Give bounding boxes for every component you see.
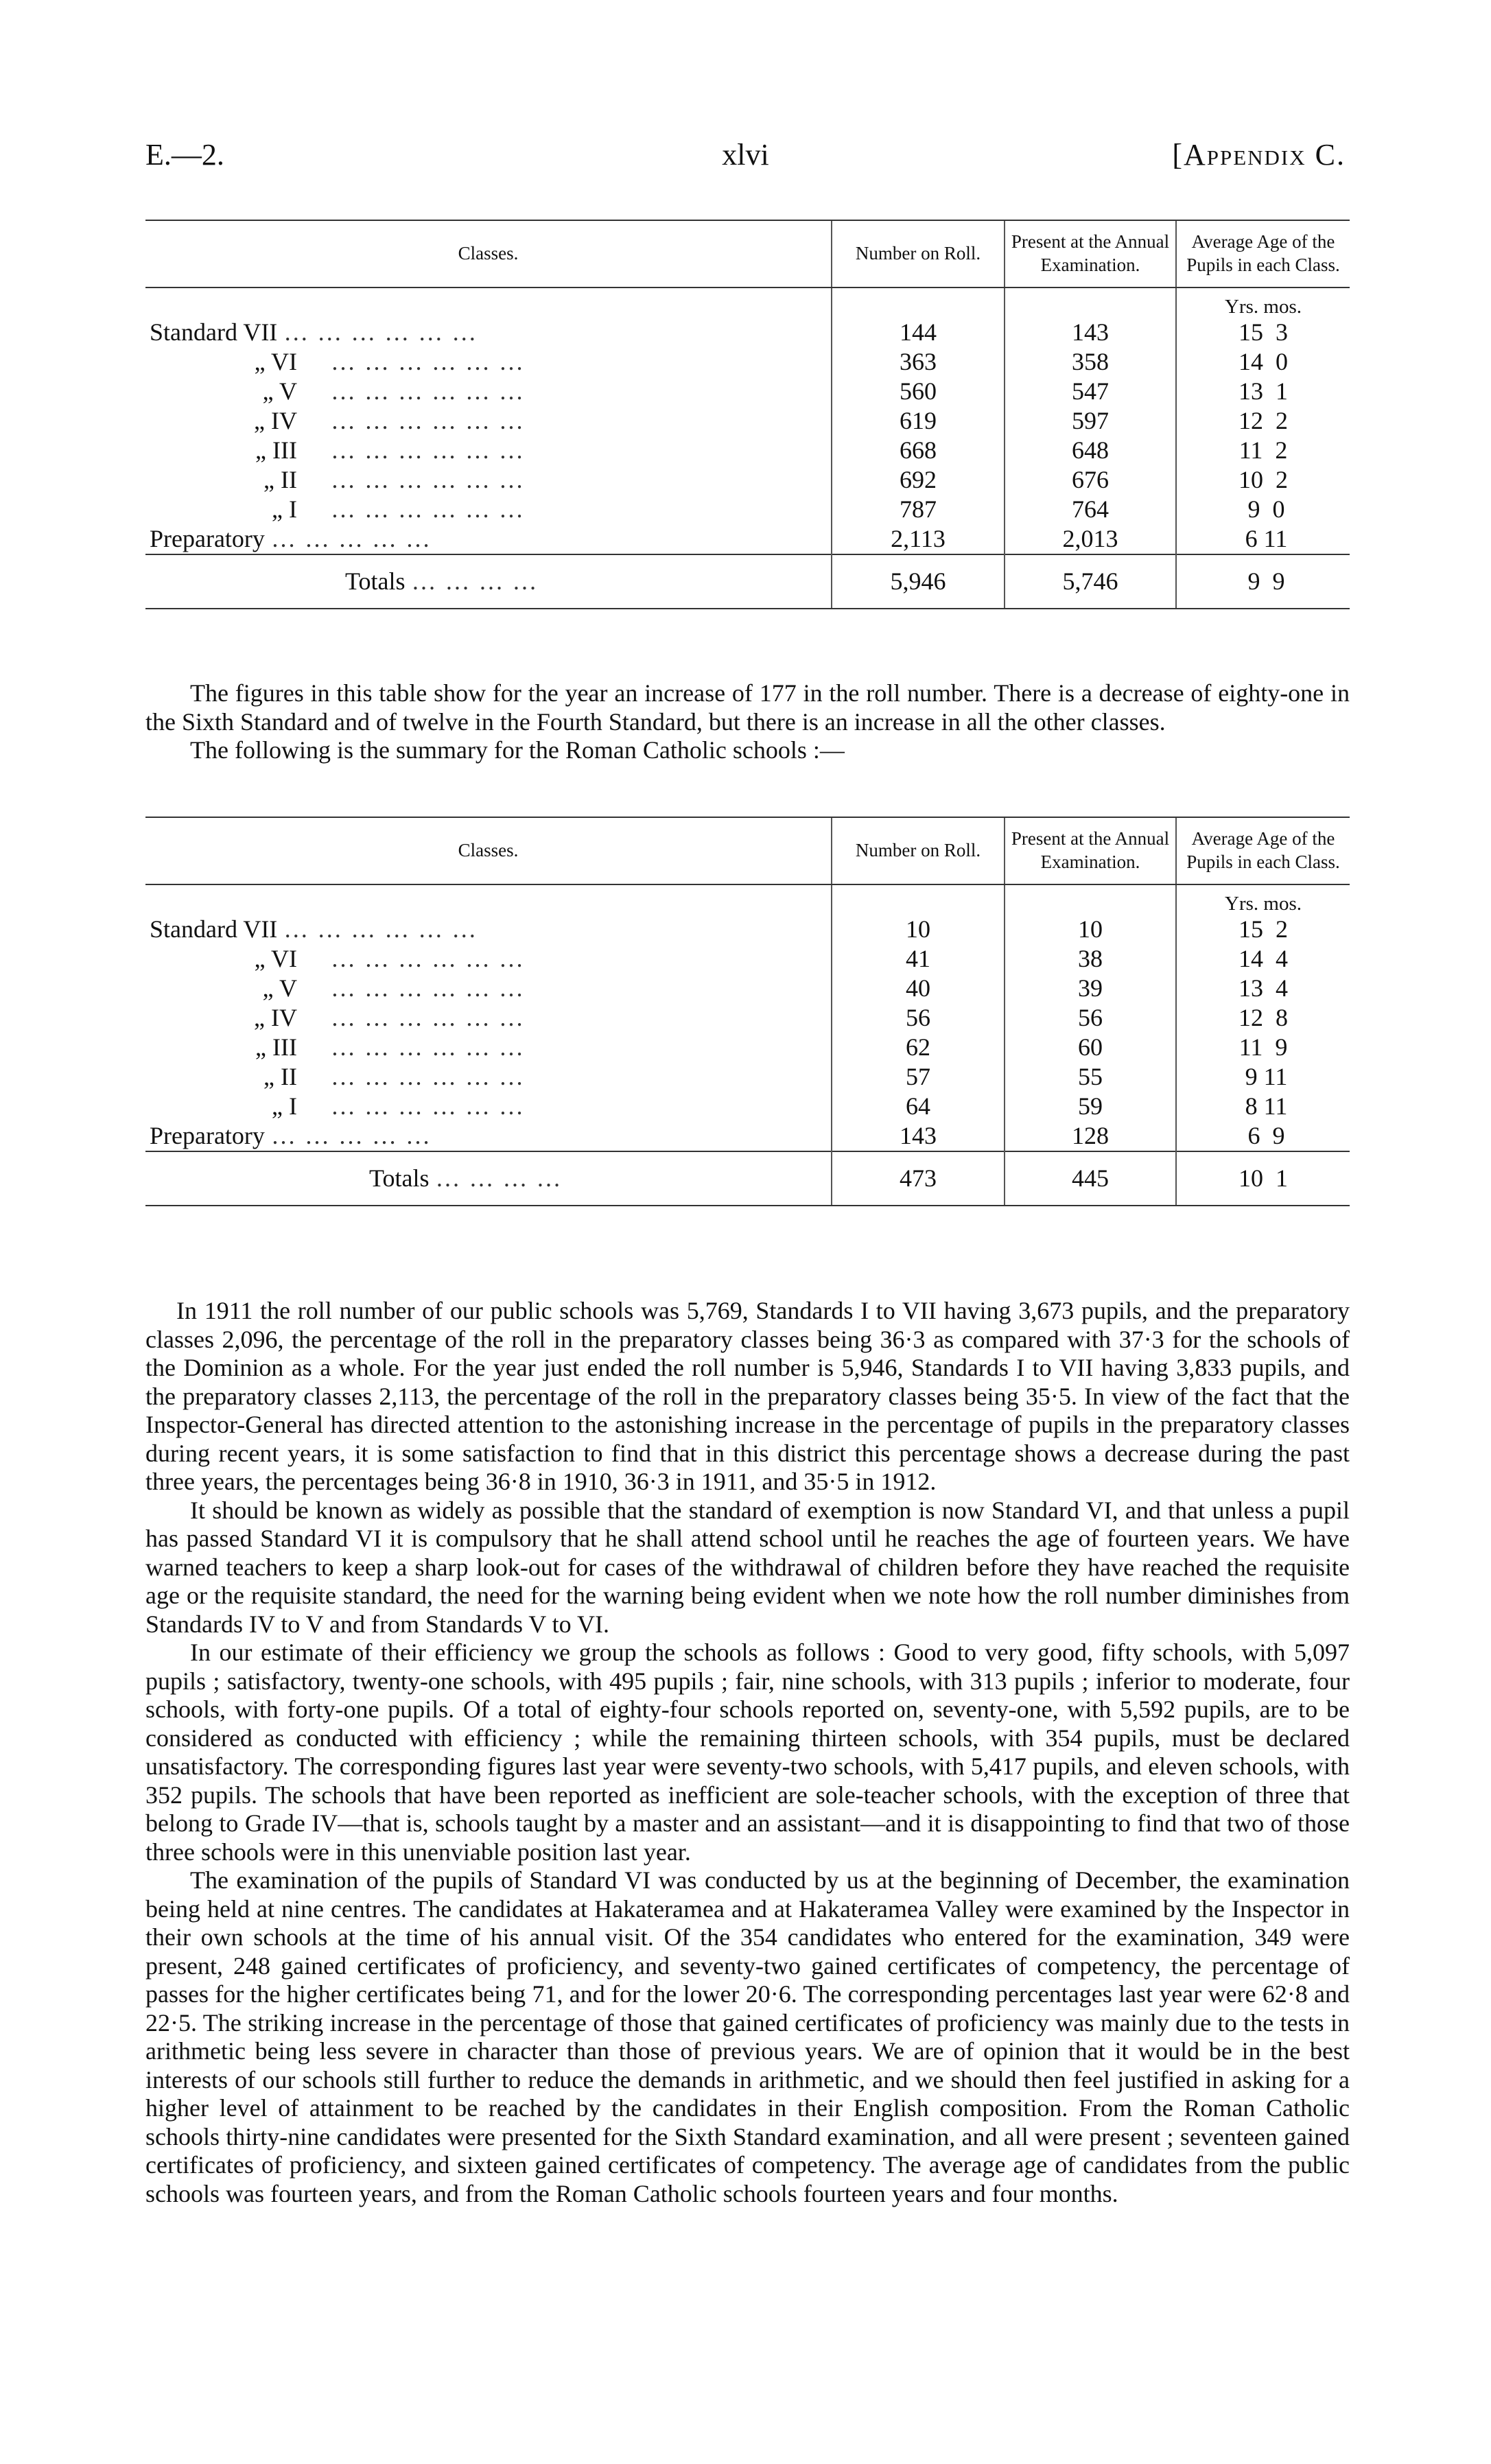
page-header [145, 137, 1346, 185]
present-total: 445 [1005, 1151, 1176, 1206]
class-label: „ I [272, 495, 297, 523]
age-units: Yrs. mos. [1176, 884, 1350, 915]
present-cell: 143 [1005, 318, 1176, 347]
table-row: „ VI … … … … … … 41 38 14 4 [145, 944, 1350, 974]
roll-cell: 2,113 [832, 524, 1005, 554]
header-present: Present at the Annual Examination. [1005, 817, 1176, 884]
class-label: „ IV [254, 406, 297, 434]
header-age: Average Age of the Pupils in each Class. [1176, 817, 1350, 884]
table-row: Standard VII … … … … … … 144 143 15 3 [145, 318, 1350, 347]
age-cell: 11 2 [1176, 436, 1350, 465]
class-label: Standard VII [150, 318, 278, 346]
roll-cell: 144 [832, 318, 1005, 347]
table-header-row [145, 220, 1350, 288]
paragraph: The examination of the pupils of Standard VI was conducted by us at the beginning of December, the examination being held at nine centres. The candidates at Hakateramea and at Hakateramea Valley were examined by the Inspector in their own schools at the time of his annual visit. Of the 354 candidates who entered for the examination, 349 were present, 248 gained certificates of proficiency, and seventy-two gained certificates of competency, the percentage of passes for the higher certificates being 71, and for the lower 20·6. The corresponding percentages last year were 62·8 and 22·5. The striking increase in the percentage of those that gained certificates of proficiency was mainly due to the tests in arithmetic being less severe in character than those of previous years. We are of opinion that it would be in the best interests of our schools still further to reduce the demands in arithmetic, and we should then feel justified in asking for a higher level of attainment to be reached by the candidates in their English composition. From the Roman Catholic schools thirty-nine candidates were presented for the Sixth Standard examination, and all were present ; seventeen gained certificates of proficiency, and sixteen gained certificates of competency. The average age of candidates from the public schools was fourteen years, and from the Roman Catholic schools fourteen years and four months. [145, 1866, 1350, 2207]
public-schools-table [145, 220, 1350, 609]
page-number: xlvi [722, 138, 769, 172]
header-roll: Number on Roll. [832, 220, 1005, 288]
units-row [145, 288, 1350, 318]
header-classes: Classes. [145, 220, 832, 288]
totals-label: Totals [345, 567, 406, 595]
age-units: Yrs. mos. [1176, 288, 1350, 318]
present-cell: 648 [1005, 436, 1176, 465]
age-cell: 12 2 [1176, 406, 1350, 436]
roll-cell: 668 [832, 436, 1005, 465]
age-cell: 6 9 [1176, 1121, 1350, 1151]
table-header-row [145, 817, 1350, 884]
age-total: 9 9 [1176, 554, 1350, 609]
roman-catholic-schools-table [145, 817, 1350, 1206]
class-label: Standard VII [150, 915, 278, 943]
age-cell: 12 8 [1176, 1003, 1350, 1033]
table-row: „ IV … … … … … … 56 56 12 8 [145, 1003, 1350, 1033]
header-reference: E.—2. [145, 138, 224, 172]
table-row: Preparatory … … … … … 143 128 6 9 [145, 1121, 1350, 1151]
units-row [145, 884, 1350, 915]
roll-cell: 64 [832, 1092, 1005, 1121]
age-cell: 9 0 [1176, 495, 1350, 524]
age-cell: 13 4 [1176, 974, 1350, 1003]
paragraph: In our estimate of their efficiency we group the schools as follows : Good to very good, fifty schools, with 5,097 pupils ; satisfactory, twenty-one schools, with 495 pupils ; fair, nine schools, with 313 pupils ; inferior to moderate, four schools, with forty-one pupils. Of a total of eighty-four schools reported on, seventy-one, with 5,592 pupils, are to be considered as conducted with efficiency ; while the remaining thirteen schools, with 354 pupils, must be declared unsatisfactory. The corresponding figures last year were seventy-two schools, with 5,417 pupils, and eleven schools, with 352 pupils. The schools that have been reported as inefficient are sole-teacher schools, with the exception of three that belong to Grade IV—that is, schools taught by a master and an assistant—and it is disappointing to find that two of those three schools were in this unenviable position last year. [145, 1639, 1350, 1866]
table-row: „ III … … … … … … 668 648 11 2 [145, 436, 1350, 465]
header-roll: Number on Roll. [832, 817, 1005, 884]
age-total: 10 1 [1176, 1151, 1350, 1206]
paragraph: In 1911 the roll number of our public schools was 5,769, Standards I to VII having 3,673 pupils, and the preparatory classes 2,096, the percentage of the roll in the preparatory classes being 36·3 as compared with 37·3 for the schools of the Dominion as a whole. For the year just ended the roll number is 5,946, Standards I to VII having 3,833 pupils, and the preparatory classes 2,113, the percentage of the roll in the preparatory classes being 35·5. In view of the fact that the Inspector-General has directed attention to the astonishing increase in the percentage of pupils in the preparatory classes during recent years, it is some satisfaction to find that in this district this percentage shows a decrease during the past three years, the percentages being 36·8 in 1910, 36·3 in 1911, and 35·5 in 1912. [145, 1297, 1350, 1495]
class-label: Preparatory [150, 524, 265, 552]
present-cell: 128 [1005, 1121, 1176, 1151]
present-cell: 358 [1005, 347, 1176, 377]
class-label: „ VI [254, 347, 297, 375]
present-total: 5,746 [1005, 554, 1176, 609]
roll-cell: 62 [832, 1033, 1005, 1062]
class-label: „ IV [254, 1003, 297, 1031]
table-row: „ I … … … … … … 787 764 9 0 [145, 495, 1350, 524]
present-cell: 59 [1005, 1092, 1176, 1121]
class-label: „ III [255, 436, 297, 464]
header-appendix: [Appendix C. [1172, 138, 1346, 172]
roll-cell: 41 [832, 944, 1005, 974]
header-age: Average Age of the Pupils in each Class. [1176, 220, 1350, 288]
report-body [145, 1297, 1350, 2208]
roll-cell: 57 [832, 1062, 1005, 1092]
present-cell: 676 [1005, 465, 1176, 495]
present-cell: 764 [1005, 495, 1176, 524]
class-label: „ VI [254, 944, 297, 972]
table-row: „ I … … … … … … 64 59 8 11 [145, 1092, 1350, 1121]
roll-cell: 787 [832, 495, 1005, 524]
roll-cell: 363 [832, 347, 1005, 377]
present-cell: 55 [1005, 1062, 1176, 1092]
age-cell: 15 2 [1176, 915, 1350, 944]
roll-total: 5,946 [832, 554, 1005, 609]
totals-label: Totals [369, 1164, 430, 1192]
header-classes: Classes. [145, 817, 832, 884]
roll-cell: 10 [832, 915, 1005, 944]
totals-row: Totals … … … … 5,946 5,746 9 9 [145, 554, 1350, 609]
roll-cell: 40 [832, 974, 1005, 1003]
class-label: „ V [262, 377, 297, 405]
present-cell: 597 [1005, 406, 1176, 436]
present-cell: 39 [1005, 974, 1176, 1003]
class-label: „ V [262, 974, 297, 1002]
present-cell: 10 [1005, 915, 1176, 944]
table-row: „ II … … … … … … 692 676 10 2 [145, 465, 1350, 495]
roll-total: 473 [832, 1151, 1005, 1206]
table-row: „ III … … … … … … 62 60 11 9 [145, 1033, 1350, 1062]
table-row: Standard VII … … … … … … 10 10 15 2 [145, 915, 1350, 944]
age-cell: 14 0 [1176, 347, 1350, 377]
age-cell: 9 11 [1176, 1062, 1350, 1092]
age-cell: 15 3 [1176, 318, 1350, 347]
roll-cell: 692 [832, 465, 1005, 495]
age-cell: 10 2 [1176, 465, 1350, 495]
table-row: „ IV … … … … … … 619 597 12 2 [145, 406, 1350, 436]
age-cell: 14 4 [1176, 944, 1350, 974]
class-label: „ II [263, 465, 297, 493]
table-row: „ II … … … … … … 57 55 9 11 [145, 1062, 1350, 1092]
table-commentary [145, 679, 1350, 765]
present-cell: 38 [1005, 944, 1176, 974]
age-cell: 8 11 [1176, 1092, 1350, 1121]
roll-cell: 619 [832, 406, 1005, 436]
table-row: „ V … … … … … … 40 39 13 4 [145, 974, 1350, 1003]
age-cell: 11 9 [1176, 1033, 1350, 1062]
paragraph: It should be known as widely as possible that the standard of exemption is now Standard VI, and that unless a pupil has passed Standard VI it is compulsory that he shall attend school until he reaches the age of fourteen years. We have warned teachers to keep a sharp look-out for cases of the withdrawal of children before they have reached the requisite age or the requisite standard, the need for the warning being evident when we note how the roll number diminishes from Standards IV to V and from Standards V to VI. [145, 1496, 1350, 1638]
class-label: Preparatory [150, 1121, 265, 1149]
totals-row: Totals … … … … 473 445 10 1 [145, 1151, 1350, 1206]
class-label: „ I [272, 1092, 297, 1120]
roll-cell: 143 [832, 1121, 1005, 1151]
age-cell: 6 11 [1176, 524, 1350, 554]
class-label: „ III [255, 1033, 297, 1061]
roll-cell: 560 [832, 377, 1005, 406]
present-cell: 547 [1005, 377, 1176, 406]
present-cell: 56 [1005, 1003, 1176, 1033]
table-row: „ V … … … … … … 560 547 13 1 [145, 377, 1350, 406]
table-row: „ VI … … … … … … 363 358 14 0 [145, 347, 1350, 377]
table-row: Preparatory … … … … … 2,113 2,013 6 11 [145, 524, 1350, 554]
roll-cell: 56 [832, 1003, 1005, 1033]
present-cell: 2,013 [1005, 524, 1176, 554]
present-cell: 60 [1005, 1033, 1176, 1062]
paragraph: The figures in this table show for the year an increase of 177 in the roll number. There is a decrease of eighty-one in the Sixth Standard and of twelve in the Fourth Standard, but there is an increase in all the other classes. [145, 679, 1350, 736]
paragraph: The following is the summary for the Roman Catholic schools :— [190, 736, 845, 764]
header-present: Present at the Annual Examination. [1005, 220, 1176, 288]
age-cell: 13 1 [1176, 377, 1350, 406]
class-label: „ II [263, 1062, 297, 1090]
